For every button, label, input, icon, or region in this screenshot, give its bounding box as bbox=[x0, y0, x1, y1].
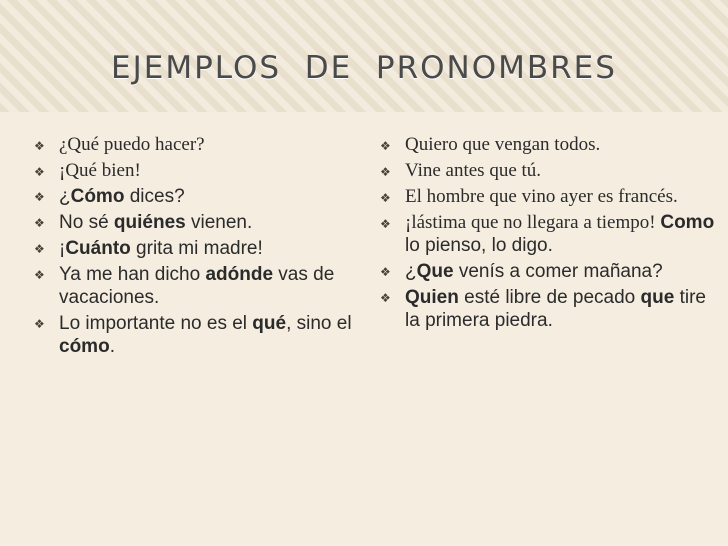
item-keyword: cómo bbox=[59, 336, 110, 357]
item-text: ¡ bbox=[59, 238, 66, 259]
item-text: Quiero que vengan todos. bbox=[405, 134, 601, 155]
bullet-icon: ❖ bbox=[380, 217, 391, 231]
item-text: ¿ bbox=[59, 186, 71, 207]
list-item bbox=[380, 159, 715, 182]
bullet-icon: ❖ bbox=[380, 191, 391, 205]
list-item bbox=[34, 133, 354, 156]
item-text: , sino el bbox=[286, 313, 352, 334]
item-text: vas de vacaciones. bbox=[59, 264, 335, 308]
bullet-icon: ❖ bbox=[34, 139, 45, 153]
list-item bbox=[380, 260, 715, 283]
item-text: ¿Qué puedo hacer? bbox=[59, 134, 205, 155]
item-text: tire la primera piedra. bbox=[405, 287, 706, 331]
bullet-icon: ❖ bbox=[34, 268, 45, 282]
item-text: venís a comer mañana? bbox=[453, 261, 663, 282]
item-text: . bbox=[109, 336, 115, 357]
item-text: ¡lástima que no llegara a tiempo! bbox=[405, 212, 661, 233]
item-text: No sé bbox=[59, 212, 114, 233]
bullet-icon: ❖ bbox=[34, 165, 45, 179]
item-text: El hombre que vino ayer es francés. bbox=[405, 186, 678, 207]
list-item bbox=[34, 159, 354, 182]
item-keyword: Que bbox=[416, 261, 454, 282]
list-item bbox=[34, 237, 354, 260]
item-text: ¿ bbox=[405, 261, 417, 282]
bullet-icon: ❖ bbox=[380, 265, 391, 279]
list-item bbox=[380, 133, 715, 156]
item-keyword: Cuánto bbox=[65, 238, 131, 259]
bullet-icon: ❖ bbox=[34, 190, 45, 204]
item-text: dices? bbox=[124, 186, 185, 207]
left-bullet-list bbox=[34, 133, 354, 358]
list-item bbox=[34, 211, 354, 234]
item-keyword: Quien bbox=[405, 287, 459, 308]
left-column bbox=[34, 133, 354, 361]
item-keyword: que bbox=[640, 287, 675, 308]
slide-title: EJEMPLOS DE PRONOMBRES bbox=[111, 50, 617, 86]
list-item bbox=[34, 263, 354, 309]
item-keyword: Cómo bbox=[70, 186, 125, 207]
item-keyword: adónde bbox=[205, 264, 274, 285]
list-item bbox=[34, 185, 354, 208]
item-keyword: Como bbox=[660, 212, 715, 233]
right-bullet-list bbox=[380, 133, 715, 332]
item-text: Lo importante no es el bbox=[59, 313, 253, 334]
right-column bbox=[380, 133, 715, 335]
bullet-icon: ❖ bbox=[34, 216, 45, 230]
item-text: Vine antes que tú. bbox=[405, 160, 542, 181]
bullet-icon: ❖ bbox=[380, 291, 391, 305]
item-text: grita mi madre! bbox=[130, 238, 263, 259]
item-keyword: qué bbox=[252, 313, 287, 334]
item-text: lo pienso, lo digo. bbox=[405, 235, 553, 256]
bullet-icon: ❖ bbox=[34, 242, 45, 256]
bullet-icon: ❖ bbox=[380, 165, 391, 179]
bullet-icon: ❖ bbox=[34, 317, 45, 331]
bullet-icon: ❖ bbox=[380, 139, 391, 153]
item-text: ¡Qué bien! bbox=[59, 160, 141, 181]
item-keyword: quiénes bbox=[113, 212, 186, 233]
item-text: vienen. bbox=[185, 212, 253, 233]
list-item bbox=[380, 185, 715, 208]
list-item bbox=[34, 312, 354, 358]
item-text: esté libre de pecado bbox=[458, 287, 641, 308]
item-text: Ya me han dicho bbox=[59, 264, 206, 285]
list-item bbox=[380, 211, 715, 257]
list-item bbox=[380, 286, 715, 332]
